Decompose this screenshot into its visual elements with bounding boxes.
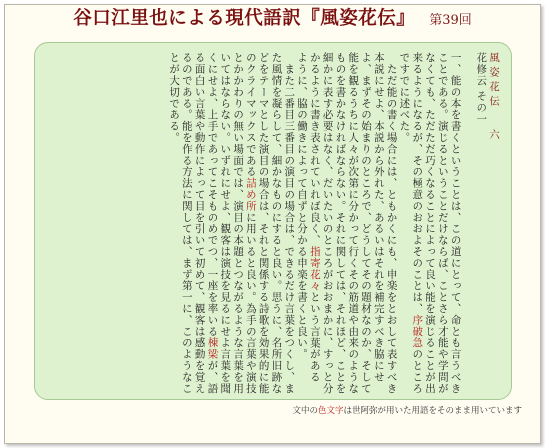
chapter-heading [487, 52, 500, 394]
paragraph-1-text: 一、能の本を書くということは、この道にとって、命とも言うべきことである。演じるということだけならば、ことさら才能や学問がなくても、ただただ巧くなることによって良い能を演じることが出来るようになるが、その極意のおおよそのことは、 [411, 52, 462, 394]
paragraph-2-tail: という言葉があるように、脇の働きによって自ずと分かる申楽を書くと良い。 [296, 52, 321, 383]
section-subheading: 花修云 その一 [475, 52, 488, 125]
page-title [0, 4, 545, 38]
footnote [0, 404, 522, 416]
term-tsumedokoro: 詰め所 [244, 177, 257, 212]
term-jo-ha-kyu: 序破急 [411, 314, 424, 349]
title-main: 谷口江里也による現代語訳『風姿花伝』 [73, 8, 416, 29]
paragraph-1 [398, 52, 462, 394]
footnote-highlight: 色文字 [317, 406, 344, 416]
footnote-prefix: 文中の [292, 406, 318, 416]
paragraph-3-text: また二番目三番目の演目の場合は、できるだけ言葉をつくし、また風情を凝らして、細かなものにすると良い。思うに、名所旧跡などをテーマとした演目の場合は、それと関係する詩歌を効果的に能のクライマックスである [244, 52, 296, 394]
term-shizai: 指寄花々 [308, 245, 321, 292]
paragraph-1-tail: のところですでに述べた。 [398, 52, 424, 394]
paragraph-3-tail: が、語る面白い言葉や動作によって目を引いて初めて、観客は感動を覚えるのである。能を作る方法に関しては、まず第一に、このようなことが大切である。 [168, 52, 219, 394]
episode-number: 第39回 [429, 13, 472, 28]
chapter-title: 風姿花伝 [488, 52, 500, 110]
footnote-suffix: は世阿弥が用いた用語をそのまま用いています [343, 406, 522, 416]
paragraph-2-text: ただ能の書く場合には、ともかくにも、申楽をとおして表すべき本説にせよ、本説から外れた、あるいはそれを補完すべき脇にせよ、まずその始まりのところで、どうしてその題材なのか、そして能を観るうちに人々が次第に分かって行くその筋道や由来のようなものを書かなければならない。それに関しては、それほど、ことを細かに表す必要はなく、だいたいのところがおおまかに、すっと分かるように書き表されていれば良く、 [308, 52, 398, 394]
blank-line [462, 52, 475, 394]
paragraph-3 [167, 52, 295, 394]
chapter-number: 六 [488, 129, 500, 141]
term-toryo: 棟梁 [206, 337, 219, 360]
vertical-text-body [40, 52, 500, 394]
paragraph-3-mid: に用いると良い。為手の言葉や演技とかかわりの無い場面では、演目の本題とつながるような言葉を用いてはならない。いずれにせよ、観客は演技を見るにせよ言葉を聞くにせよ、上手であってこそものめでつ、一座を率いる [206, 52, 257, 394]
paragraph-2 [295, 52, 397, 394]
